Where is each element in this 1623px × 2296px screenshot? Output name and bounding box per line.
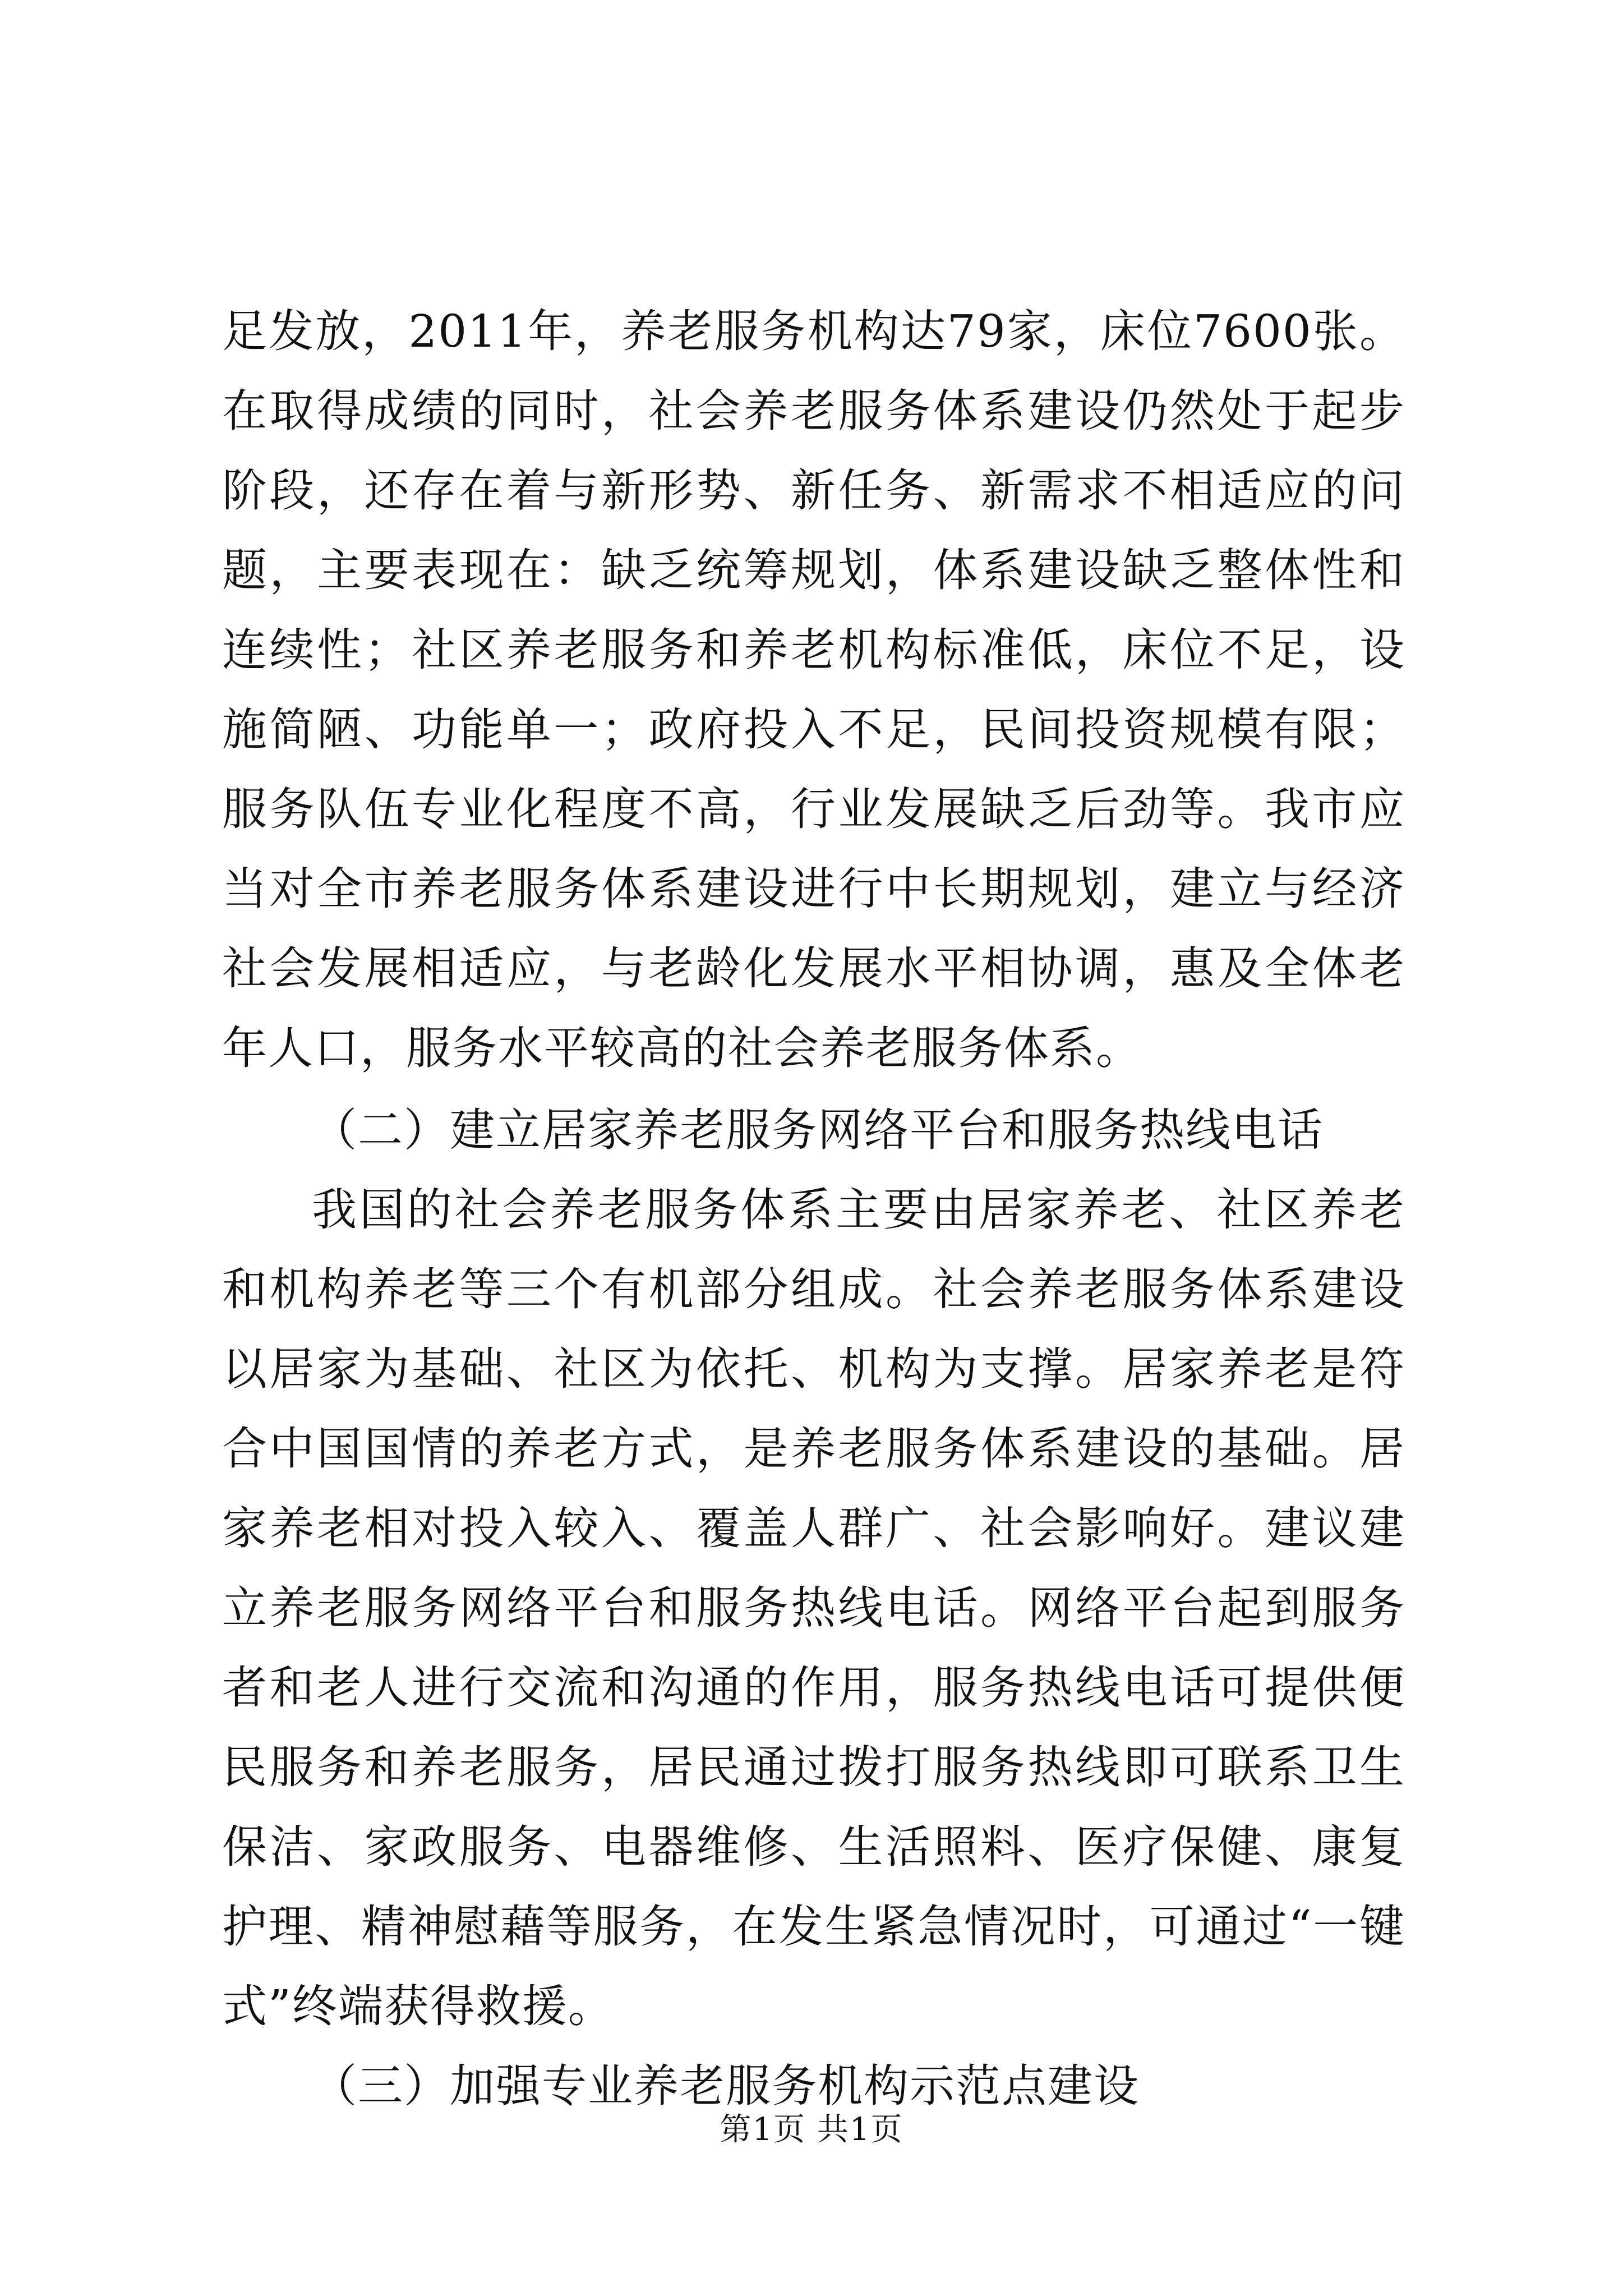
section-heading-2: （二）建立居家养老服务网络平台和服务热线电话: [312, 1104, 1324, 1156]
page-footer: 第1页 共1页: [720, 2111, 903, 2148]
paragraph-home-care-platform: 我国的社会养老服务体系主要由居家养老、社区养老和机构养老等三个有机部分组成。社会养老服务体系建设以居家为基础、社区为依托、机构为支撑。居家养老是符合中国国情的养老方式，是养老服务体系建设的基础。居家养老相对投入较入、覆盖人群广、社会影响好。建议建立养老服务网络平台和服务热线电话。网络平台起到服务者和老人进行交流和沟通的作用，服务热线电话可提供便民服务和养老服务，居民通过拨打服务热线即可联系卫生保洁、家政服务、电器维修、生活照料、医疗保健、康复护理、精神慰藉等服务，在发生紧急情况时，可通过“一键式”终端获得救援。: [222, 1184, 1405, 2032]
section-heading-3: （三）加强专业养老服务机构示范点建设: [312, 2060, 1140, 2112]
document-body: [222, 292, 1405, 2126]
paragraph-intro-continuation: 足发放，2011年，养老服务机构达79家，床位7600张。在取得成绩的同时，社会养老服务体系建设仍然处于起步阶段，还存在着与新形势、新任务、新需求不相适应的问题，主要表现在：缺乏统筹规划，体系建设缺乏整体性和连续性；社区养老服务和养老机构标准低，床位不足，设施简陋、功能单一；政府投入不足，民间投资规模有限；服务队伍专业化程度不高，行业发展缺乏后劲等。我市应当对全市养老服务体系建设进行中长期规划，建立与经济社会发展相适应，与老龄化发展水平相协调，惠及全体老年人口，服务水平较高的社会养老服务体系。: [222, 305, 1405, 1074]
